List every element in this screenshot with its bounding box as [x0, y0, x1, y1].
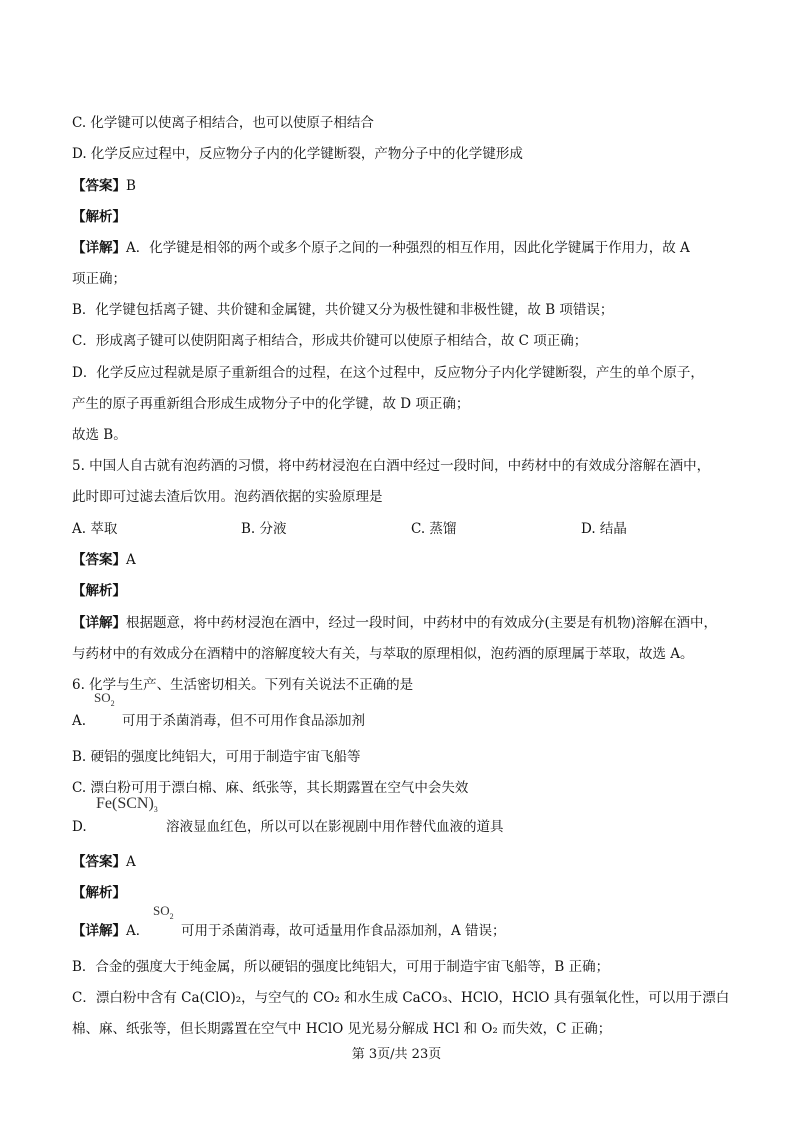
q4-detail-4b: 产生的原子再重新组合形成生成物分子中的化学键，故 D 项正确；	[72, 396, 470, 412]
q5-option-b: B. 分液	[241, 521, 287, 537]
answer-value: A	[126, 854, 136, 870]
q6-option-a-text: 可用于杀菌消毒，但不可用作食品添加剂	[122, 713, 365, 729]
q4-analysis-tag: 【解析】	[72, 209, 126, 225]
q6-detail-b: B．合金的强度大于纯金属，所以硬铝的强度比纯铝大，可用于制造宇宙飞船等，B 正确；	[72, 959, 610, 975]
q5-detail-1	[72, 614, 717, 632]
q4-detail-4a: D．化学反应过程就是原子重新组合的过程，在这个过程中，反应物分子内化学键断裂，产生的单个原子，	[72, 365, 704, 381]
q6-option-b: B. 硬铝的强度比纯铝大，可用于制造宇宙飞船等	[72, 749, 361, 765]
q6-detail-a-label	[72, 922, 149, 940]
answer-tag: 【答案】	[72, 854, 126, 870]
answer-tag: 【答案】	[72, 552, 126, 568]
q6-answer	[72, 853, 136, 871]
answer-tag: 【答案】	[72, 178, 126, 194]
q5-option-d: D. 结晶	[581, 521, 627, 537]
q4-detail-1b: 项正确；	[72, 271, 126, 287]
detail-text: A．化学键是相邻的两个或多个原子之间的一种强烈的相互作用，因此化学键属于作用力，故 A	[126, 240, 690, 256]
q4-option-c: C. 化学键可以使离子相结合，也可以使原子相结合	[72, 115, 374, 131]
fescn3-formula	[96, 795, 158, 814]
q6-analysis-tag: 【解析】	[72, 885, 126, 901]
page-footer: 第 3页/共 23页	[351, 1047, 442, 1062]
formula-text: SO	[153, 903, 170, 918]
q4-detail-2: B．化学键包括离子键、共价键和金属键，共价键又分为极性键和非极性键，故 B 项错误；	[72, 302, 614, 318]
q4-choose: 故选 B。	[72, 427, 127, 443]
q6-option-d-text: 溶液显血红色，所以可以在影视剧中用作替代血液的道具	[166, 819, 504, 835]
answer-value: B	[126, 178, 136, 194]
q5-detail-2: 与药材中的有效成分在酒精中的溶解度较大有关，与萃取的原理相似，泡药酒的原理属于萃取，故选 A。	[72, 646, 694, 662]
q5-option-a: A. 萃取	[72, 521, 118, 537]
q5-analysis-tag: 【解析】	[72, 583, 126, 599]
q4-detail-3: C．形成离子键可以使阴阳离子相结合，形成共价键可以使原子相结合，故 C 项正确；	[72, 333, 588, 349]
so2-formula-detail	[153, 903, 174, 921]
q5-stem-1: 5. 中国人自古就有泡药酒的习惯，将中药材浸泡在白酒中经过一段时间，中药材中的有效成分溶解在酒中，	[72, 458, 711, 474]
q4-answer	[72, 177, 136, 195]
q6-detail-a-text: 可用于杀菌消毒，故可适量用作食品添加剂，A 错误；	[181, 923, 506, 939]
formula-subscript: 2	[110, 699, 115, 708]
so2-formula	[94, 690, 115, 708]
q6-option-a-label: A.	[72, 713, 87, 729]
answer-value: A	[126, 552, 136, 568]
q5-stem-2: 此时即可过滤去渣后饮用。泡药酒依据的实验原理是	[72, 489, 383, 505]
detail-label: A．	[126, 923, 150, 939]
formula-subscript: 2	[169, 912, 174, 921]
detail-tag: 【详解】	[72, 615, 126, 631]
q5-option-c: C. 蒸馏	[411, 521, 457, 537]
q6-detail-c1: C．漂白粉中含有 Ca(ClO)₂，与空气的 CO₂ 和水生成 CaCO₃、HClO，HClO 具有强氧化性，可以用于漂白	[72, 990, 730, 1006]
q4-option-d: D. 化学反应过程中，反应物分子内的化学键断裂，产物分子中的化学键形成	[72, 146, 523, 162]
detail-tag: 【详解】	[72, 240, 126, 256]
detail-text: 根据题意，将中药材浸泡在酒中，经过一段时间，中药材中的有效成分(主要是有机物)溶解在酒中，	[126, 615, 718, 631]
formula-text: Fe(SCN)	[96, 795, 154, 812]
q6-stem: 6. 化学与生产、生活密切相关。下列有关说法不正确的是	[72, 677, 414, 693]
q6-option-c: C. 漂白粉可用于漂白棉、麻、纸张等，其长期露置在空气中会失效	[72, 780, 469, 796]
formula-subscript: 3	[153, 805, 158, 814]
q6-detail-c2: 棉、麻、纸张等，但长期露置在空气中 HClO 见光易分解成 HCl 和 O₂ 而失效，C 正确；	[72, 1021, 612, 1037]
q6-option-d-label: D.	[72, 819, 87, 835]
formula-text: SO	[94, 690, 111, 705]
q5-answer	[72, 551, 136, 569]
detail-tag: 【详解】	[72, 923, 126, 939]
q4-detail-1a	[72, 239, 690, 257]
